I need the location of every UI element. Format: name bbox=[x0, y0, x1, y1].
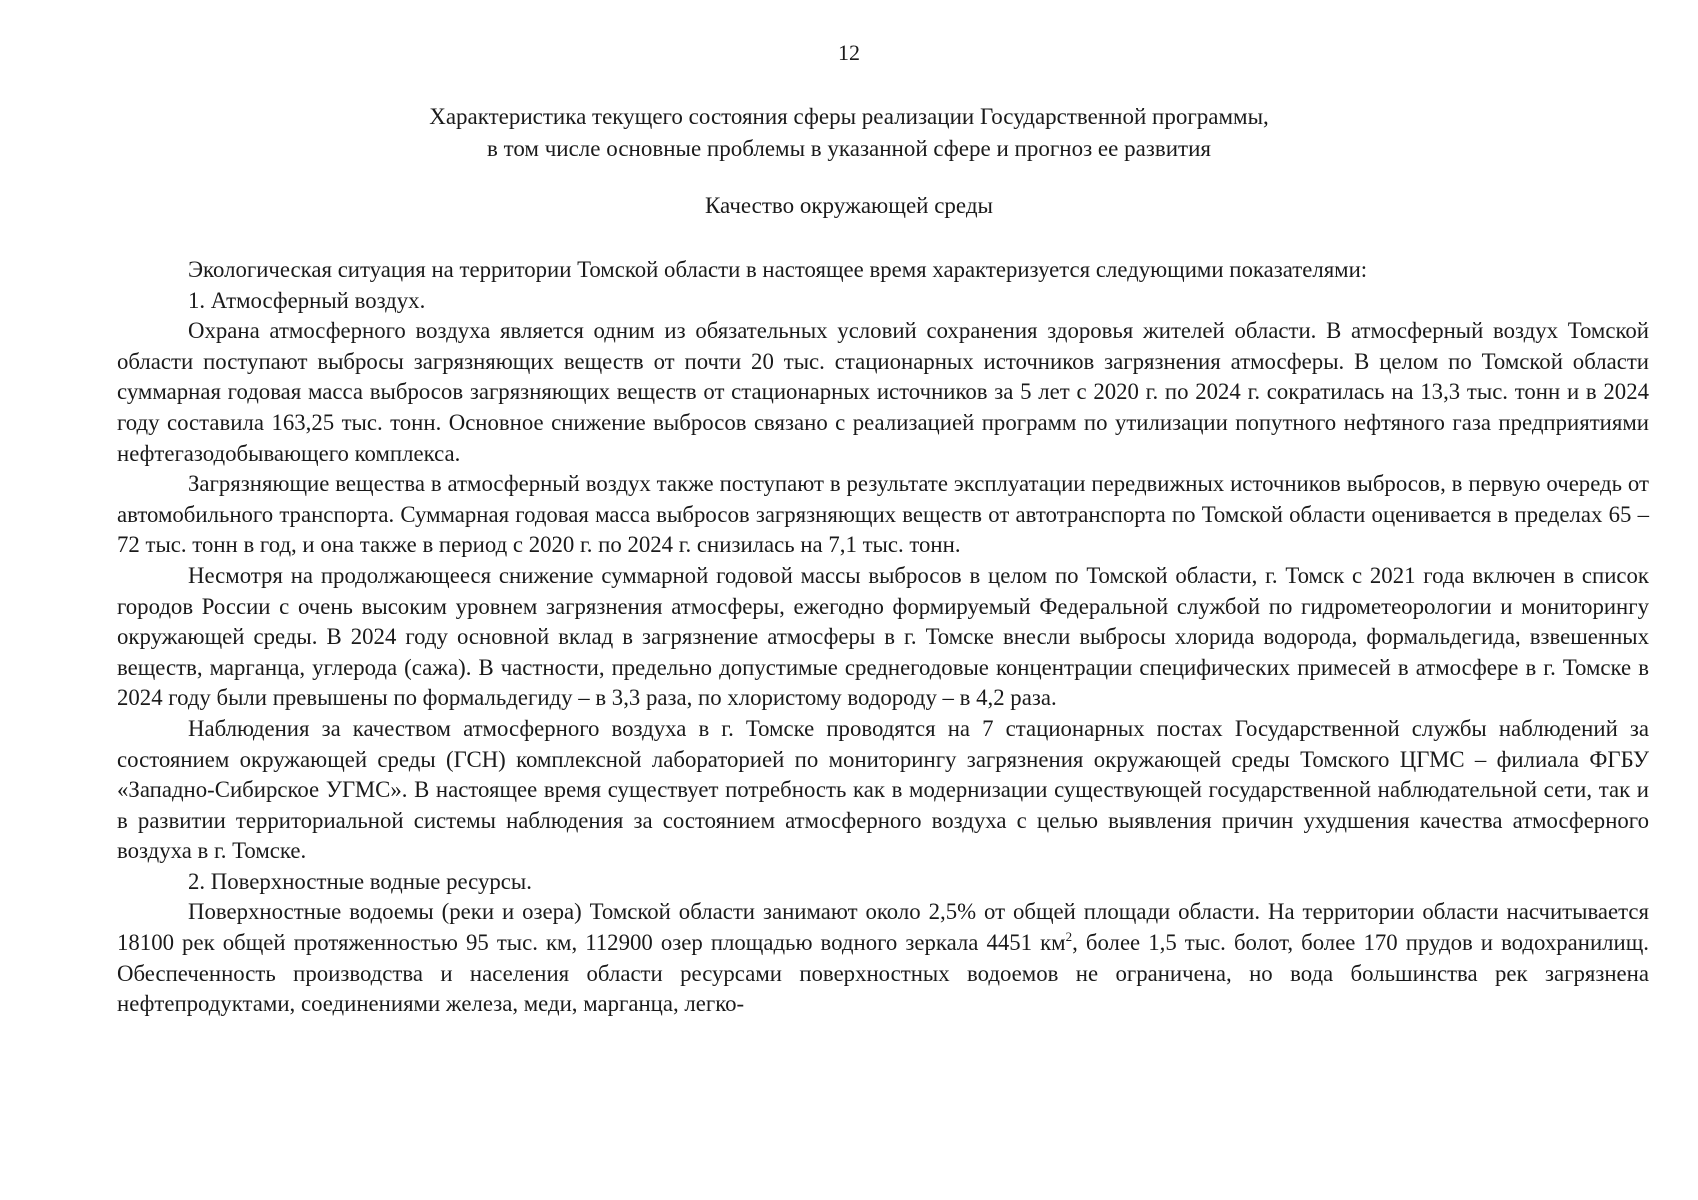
surface-water-text-part-1: Поверхностные водоемы (реки и озера) Томской области занимают около 2,5% от общей площади области. На территории области насчитывается 18100 рек общей протяженностью 95 тыс. км, 112900 озер площадью водного зеркала 4451 км bbox=[117, 899, 1649, 956]
document-heading bbox=[0, 101, 1698, 165]
heading-line-1: Характеристика текущего состояния сферы реализации Государственной программы, bbox=[429, 104, 1269, 129]
paragraph-air-protection: Охрана атмосферного воздуха является одним из обязательных условий сохранения здоровья жителей области. В атмосферный воздух Томской области поступают выбросы загрязняющих веществ от почти 20 тыс. стационарных источников загрязнения атмосферы. В целом по Томской области суммарная годовая масса выбросов загрязняющих веществ от стационарных источников за 5 лет с 2020 г. по 2024 г. сократилась на 13,3 тыс. тонн и в 2024 году составила 163,25 тыс. тонн. Основное снижение выбросов связано с реализацией программ по утилизации попутного нефтяного газа предприятиями нефтегазодобывающего комплекса. bbox=[117, 318, 1649, 466]
list-item-surface-water: 2. Поверхностные водные ресурсы. bbox=[188, 868, 532, 894]
paragraph-mobile-sources: Загрязняющие вещества в атмосферный воздух также поступают в результате эксплуатации передвижных источников выбросов, в первую очередь от автомобильного транспорта. Суммарная годовая масса выбросов загрязняющих веществ от автотранспорта по Томской области оценивается в пределах 65 – 72 тыс. тонн в год, и она также в период с 2020 г. по 2024 г. снизилась на 7,1 тыс. тонн. bbox=[117, 471, 1649, 558]
heading-line-2: в том числе основные проблемы в указанной сфере и прогноз ее развития bbox=[487, 136, 1211, 161]
section-title: Качество окружающей среды bbox=[705, 193, 993, 218]
page-number: 12 bbox=[838, 40, 860, 65]
paragraph-monitoring: Наблюдения за качеством атмосферного воздуха в г. Томске проводятся на 7 стационарных постах Государственной службы наблюдений за состоянием окружающей среды (ГСН) комплексной лабораторией по мониторингу загрязнения окружающей среды Томского ЦГМС – филиала ФГБУ «Западно-Сибирское УГМС». В настоящее время существует потребность как в модернизации существующей государственной наблюдательной сети, так и в развитии территориальной системы наблюдения за состоянием атмосферного воздуха с целью выявления причин ухудшения качества атмосферного воздуха в г. Томске. bbox=[117, 715, 1649, 864]
list-item-atmospheric-air: 1. Атмосферный воздух. bbox=[188, 287, 426, 313]
surface-water-text-part-2: , более 1,5 тыс. болот, более 170 прудов и водохранилищ. Обеспеченность производства и населения области ресурсами поверхностных водоемов не ограничена, но вода большинства рек загрязнена нефтепродуктами, соединениями железа, меди, марганца, легко- bbox=[117, 930, 1649, 1017]
superscript-squared: 2 bbox=[1065, 929, 1073, 945]
paragraph-tomsk-pollution: Несмотря на продолжающееся снижение суммарной годовой массы выбросов в целом по Томской области, г. Томск с 2021 года включен в список городов России с очень высоким уровнем загрязнения атмосферы, ежегодно формируемый Федеральной службой по гидрометеорологии и мониторингу окружающей среды. В 2024 году основной вклад в загрязнение атмосферы в г. Томске внесли выбросы хлорида водорода, формальдегида, взвешенных веществ, марганца, углерода (сажа). В частности, предельно допустимые среднегодовые концентрации специфических примесей в атмосфере в г. Томске в 2024 году были превышены по формальдегиду – в 3,3 раза, по хлористому водороду – в 4,2 раза. bbox=[117, 562, 1649, 711]
paragraph-intro: Экологическая ситуация на территории Томской области в настоящее время характеризуется следующими показателями: bbox=[188, 257, 1368, 282]
paragraph-surface-water bbox=[117, 897, 1649, 1019]
document-body bbox=[117, 255, 1649, 1020]
